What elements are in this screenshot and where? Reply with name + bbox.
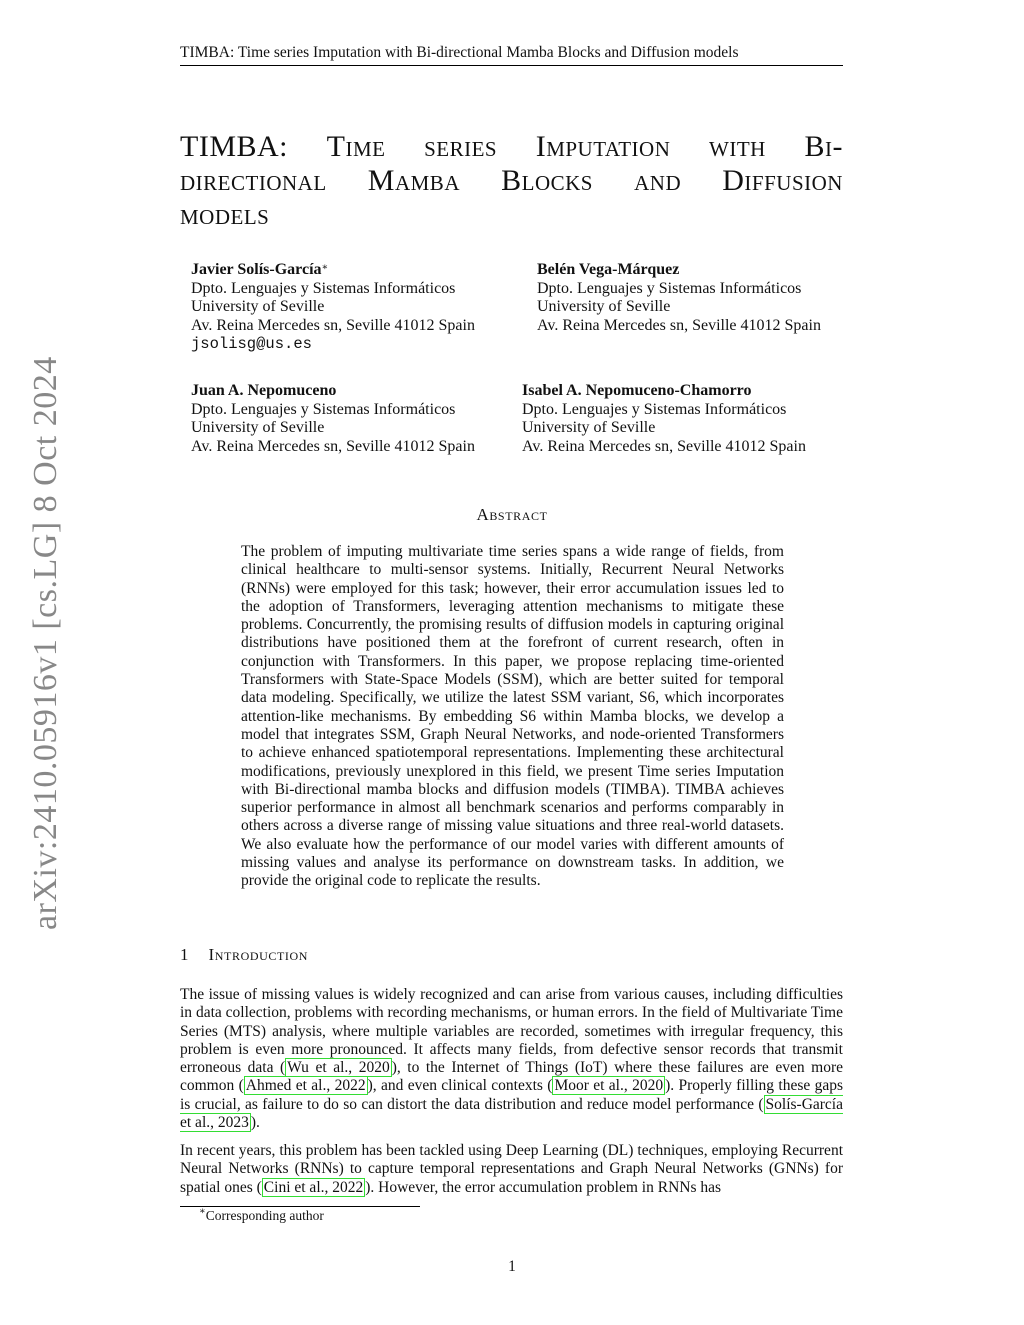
title-word: Diffusion [722,164,843,197]
title-word: Mamba [367,164,460,197]
author-footnote-mark: ∗ [321,262,329,273]
author-name: Juan A. Nepomuceno [191,382,337,399]
footnote [199,1208,324,1224]
citation-link[interactable]: Wu et al., 2020 [287,1059,390,1077]
author-university: University of Seville [191,298,325,315]
author-name: Javier Solís-García [191,261,322,278]
paragraph-text: ). Properly filling these gaps is crucial, as failure to do so can distort the data distribution and reduce model performance ( [180,1077,844,1113]
paper-title [180,130,843,232]
title-line-1 [180,130,843,164]
author-block-2 [537,261,821,335]
author-block-1 [191,261,475,354]
running-head: TIMBA: Time series Imputation with Bi-directional Mamba Blocks and Diffusion models [180,44,843,66]
author-dept: Dpto. Lenguajes y Sistemas Informáticos [522,400,787,418]
paragraph-text: ), and even clinical contexts ( [367,1077,553,1095]
title-line-2 [180,164,843,198]
abstract-text: The problem of imputing multivariate time series spans a wide range of fields, from clinical healthcare to multi-sensor systems. Initially, Recurrent Neural Networks (RNNs) were employed for this task; however, their error accumulation issues led to the adoption of Transformers, leveraging attention mechanisms to mitigate these problems. Concurrently, the promising results of diffusion models in capturing original distributions have positioned them at the forefront of current research, often in conjunction with Transformers. In this paper, we propose replacing time-oriented Transformers with State-Space Models (SSM), which are better suited for temporal data modeling. Specifically, we utilize the latest SSM variant, S6, which incorporates attention-like mechanisms. By embedding S6 within Mamba blocks, we develop a model that integrates SSM, Graph Neural Networks, and node-oriented Transformers to achieve enhanced spatiotemporal representations. Implementing these architectural modifications, previously unexplored in this field, we present Time series Imputation with Bi-directional mamba blocks and diffusion models (TIMBA). TIMBA achieves superior performance in almost all benchmark scenarios and performs comparably in others across a diverse range of missing value situations and three real-world datasets. We also evaluate how the performance of our model varies with different amounts of missing values and analyse its performance on downstream tasks. In addition, we provide the original code to replicate the results. [241,543,784,890]
title-word: series [424,130,498,163]
paragraph-text: ). [250,1114,260,1132]
footnote-rule [180,1206,420,1207]
abstract-heading: Abstract [476,505,548,524]
title-word: Bi- [804,130,843,163]
title-word: with [709,130,766,163]
author-name: Isabel A. Nepomuceno-Chamorro [522,382,752,399]
author-block-3 [191,382,475,456]
author-dept: Dpto. Lenguajes y Sistemas Informáticos [537,279,802,297]
author-address: Av. Reina Mercedes sn, Seville 41012 Spain [522,437,806,455]
paragraph-text: In recent years, this problem has been tackled using Deep Learning (DL) techniques, employing Recurrent Neural Networks (RNNs) to capture temporal representations and Graph Neural Networks (GNNs) for spatial ones ( [180,1142,843,1196]
paragraph-text: ). However, the error accumulation problem in RNNs has [365,1178,722,1196]
author-name: Belén Vega-Márquez [537,261,680,278]
title-word: models [180,198,270,231]
citation-link[interactable]: Cini et al., 2022 [263,1178,364,1196]
footnote-text: Corresponding author [205,1208,324,1223]
title-word: Imputation [535,130,671,163]
author-email[interactable]: jsolisg@us.es [191,335,312,353]
author-address: Av. Reina Mercedes sn, Seville 41012 Spain [191,437,475,455]
paragraph-text: The issue of missing values is widely recognized and can arise from various causes, including difficulties in data collection, problems with recording mechanisms, or human errors. In the field of Multivariate Time Series (MTS) analysis, where multiple variables are recorded, sometimes with irregular frequency, this problem is even more pronounced. It affects many fields, from defective sensor records that transmit erroneous data ( [180,986,843,1077]
section-heading-introduction [180,945,308,965]
title-line-3 [180,198,843,232]
footnote-mark: ∗ [199,1206,206,1217]
author-address: Av. Reina Mercedes sn, Seville 41012 Spain [191,316,475,334]
author-university: University of Seville [191,419,325,436]
citation-link[interactable]: Ahmed et al., 2022 [245,1077,366,1095]
title-word: and [634,164,682,197]
title-word: Blocks [501,164,593,197]
title-word: Time [326,130,386,163]
author-dept: Dpto. Lenguajes y Sistemas Informáticos [191,400,456,418]
section-number: 1 [180,945,190,964]
author-university: University of Seville [537,298,671,315]
citation-link[interactable]: Moor et al., 2020 [554,1077,664,1095]
arxiv-identifier-stamp: arXiv:2410.05916v1 [cs.LG] 8 Oct 2024 [27,356,64,930]
paragraph-text: ), to the Internet of Things (IoT) where these failures are even more common ( [180,1059,843,1095]
intro-paragraph-1 [180,986,843,1132]
title-word: TIMBA: [180,130,288,163]
citation-link[interactable]: Solís-García et al., 2023 [180,1095,843,1132]
author-dept: Dpto. Lenguajes y Sistemas Informáticos [191,279,456,297]
author-university: University of Seville [522,419,656,436]
section-title: Introduction [208,945,309,964]
author-address: Av. Reina Mercedes sn, Seville 41012 Spain [537,316,821,334]
title-word: directional [180,164,327,197]
author-block-4 [522,382,806,456]
intro-paragraph-2 [180,1142,843,1197]
page-number: 1 [508,1258,516,1275]
